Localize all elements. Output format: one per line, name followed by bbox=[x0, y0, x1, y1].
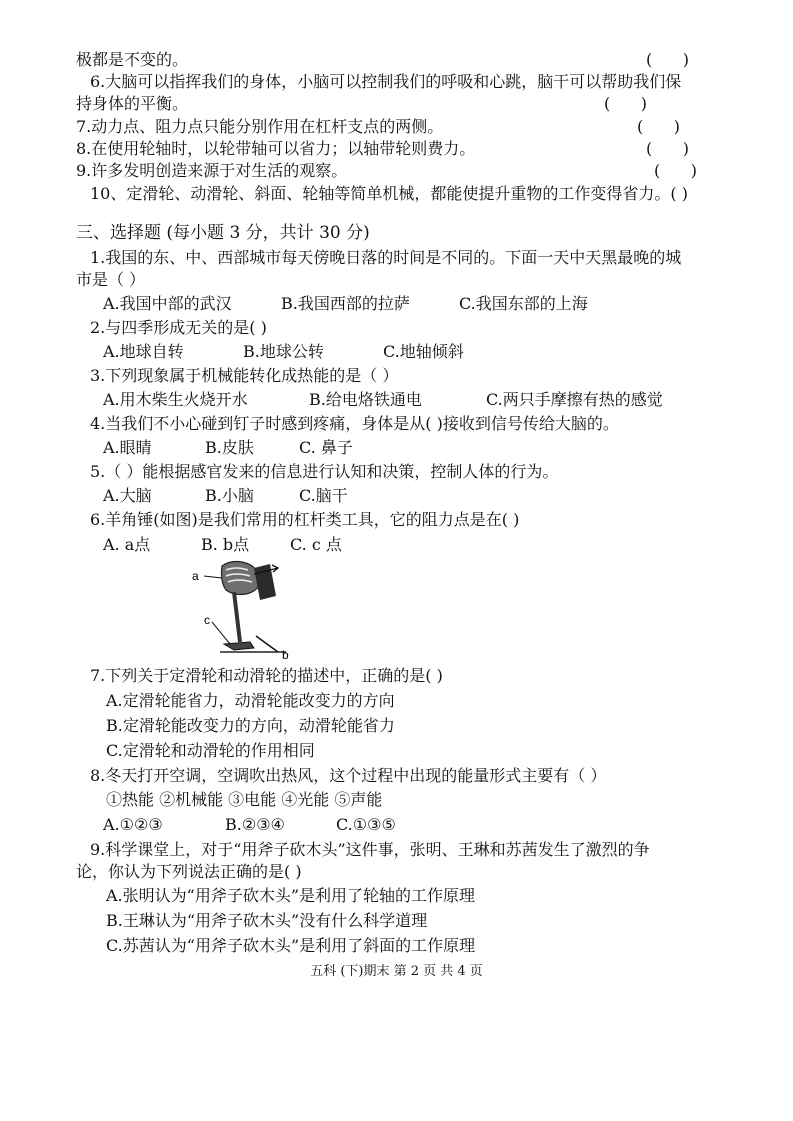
question-7: 7.下列关于定滑轮和动滑轮的描述中，正确的是( ) bbox=[90, 666, 443, 685]
question-6: 6.羊角锤(如图)是我们常用的杠杆类工具，它的阻力点是在( ) bbox=[90, 510, 520, 529]
option-c[interactable]: C.我国东部的上海 bbox=[459, 294, 588, 313]
option-a[interactable]: A.地球自转 bbox=[103, 342, 184, 361]
hand-shape bbox=[222, 562, 261, 595]
answer-paren[interactable]: ( ) bbox=[604, 94, 647, 113]
option-b[interactable]: B.皮肤 bbox=[205, 438, 254, 457]
tf-item-10: 10、定滑轮、动滑轮、斜面、轮轴等简单机械，都能使提升重物的工作变得省力。( ) bbox=[90, 184, 688, 203]
answer-paren[interactable]: ( ) bbox=[646, 50, 689, 69]
tf-item-6: 6.大脑可以指挥我们的身体，小脑可以控制我们的呼吸和心跳，脑干可以帮助我们保 bbox=[90, 72, 682, 91]
option-a[interactable]: A.眼睛 bbox=[103, 438, 152, 457]
label-a: a bbox=[192, 569, 199, 583]
question-5: 5.（ ）能根据感官发来的信息进行认知和决策，控制人体的行为。 bbox=[90, 462, 559, 481]
question-8: 8.冬天打开空调，空调吹出热风，这个过程中出现的能量形式主要有（ ） bbox=[90, 766, 607, 785]
option-b[interactable]: B.②③④ bbox=[225, 815, 285, 834]
option-a[interactable]: A. a点 bbox=[103, 535, 151, 554]
option-b[interactable]: B. b点 bbox=[201, 535, 250, 554]
hammer-head bbox=[224, 642, 254, 650]
option-b[interactable]: B.小脑 bbox=[205, 486, 254, 505]
question-9-cont: 论，你认为下列说法正确的是( ) bbox=[76, 862, 302, 881]
option-c[interactable]: C.两只手摩擦有热的感觉 bbox=[486, 390, 663, 409]
question-4: 4.当我们不小心碰到钉子时感到疼痛，身体是从( )接收到信号传给大脑的。 bbox=[90, 414, 619, 433]
question-2: 2.与四季形成无关的是( ) bbox=[90, 318, 267, 337]
energy-list: ①热能 ②机械能 ③电能 ④光能 ⑤声能 bbox=[106, 790, 383, 809]
label-b: b bbox=[282, 648, 289, 660]
option-c[interactable]: C.地轴倾斜 bbox=[383, 342, 464, 361]
option-a[interactable]: A.我国中部的武汉 bbox=[103, 294, 232, 313]
option-c[interactable]: C. 鼻子 bbox=[299, 438, 353, 457]
option-b[interactable]: B.给电烙铁通电 bbox=[309, 390, 422, 409]
section-title: 三、选择题 (每小题 3 分，共计 30 分) bbox=[76, 223, 370, 243]
option-a[interactable]: A.①②③ bbox=[103, 815, 163, 834]
tf-item-7: 7.动力点、阻力点只能分别作用在杠杆支点的两侧。 bbox=[76, 117, 444, 136]
question-1-cont: 市是（ ） bbox=[76, 270, 146, 289]
option-c[interactable]: C. c 点 bbox=[290, 535, 342, 554]
option-c[interactable]: C.苏茜认为“用斧子砍木头”是利用了斜面的工作原理 bbox=[106, 936, 476, 955]
option-b[interactable]: B.地球公转 bbox=[243, 342, 324, 361]
option-c[interactable]: C.①③⑤ bbox=[336, 815, 396, 834]
option-b[interactable]: B.我国西部的拉萨 bbox=[281, 294, 410, 313]
nail bbox=[256, 636, 278, 652]
tf-item-5-tail: 极都是不变的。 bbox=[76, 50, 189, 69]
question-1: 1.我国的东、中、西部城市每天傍晚日落的时间是不同的。下面一天中天黑最晚的城 bbox=[90, 248, 682, 267]
claw-hammer-figure bbox=[190, 556, 300, 660]
option-b[interactable]: B.定滑轮能改变力的方向，动滑轮能省力 bbox=[106, 716, 395, 735]
option-b[interactable]: B.王琳认为“用斧子砍木头”没有什么科学道理 bbox=[106, 911, 428, 930]
hammer-handle bbox=[234, 592, 240, 642]
option-a[interactable]: A.大脑 bbox=[103, 486, 152, 505]
answer-paren[interactable]: ( ) bbox=[646, 139, 689, 158]
option-c[interactable]: C.定滑轮和动滑轮的作用相同 bbox=[106, 741, 315, 760]
tf-item-8: 8.在使用轮轴时，以轮带轴可以省力；以轴带轮则费力。 bbox=[76, 139, 476, 158]
page-footer: 五科 (下)期末 第 2 页 共 4 页 bbox=[310, 964, 483, 979]
tf-item-9: 9.许多发明创造来源于对生活的观察。 bbox=[76, 161, 348, 180]
question-9: 9.科学课堂上，对于“用斧子砍木头”这件事，张明、王琳和苏茜发生了激烈的争 bbox=[90, 840, 650, 859]
tf-item-6-cont: 持身体的平衡。 bbox=[76, 94, 189, 113]
answer-paren[interactable]: ( ) bbox=[637, 117, 680, 136]
option-a[interactable]: A.张明认为“用斧子砍木头”是利用了轮轴的工作原理 bbox=[106, 886, 476, 905]
option-a[interactable]: A.定滑轮能省力，动滑轮能改变力的方向 bbox=[106, 691, 395, 710]
option-c[interactable]: C.脑干 bbox=[299, 486, 348, 505]
label-c: c bbox=[204, 613, 210, 627]
option-a[interactable]: A.用木柴生火烧开水 bbox=[103, 390, 248, 409]
question-3: 3.下列现象属于机械能转化成热能的是（ ） bbox=[90, 366, 399, 385]
answer-paren[interactable]: ( ) bbox=[654, 161, 697, 180]
